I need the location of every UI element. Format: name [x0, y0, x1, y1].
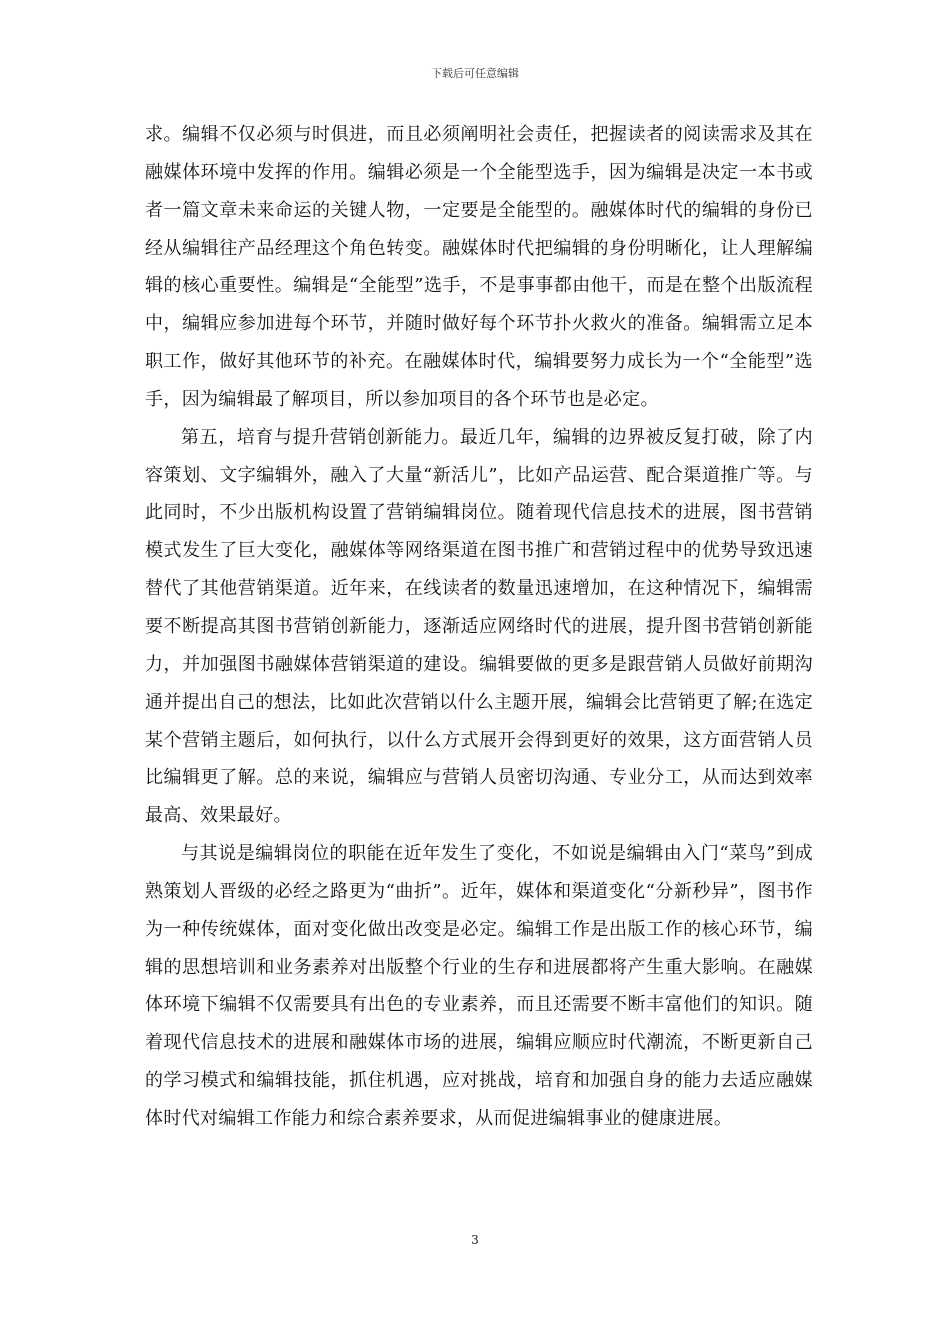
- body-text: [145, 116, 813, 1138]
- paragraph-marketing-innovation: 第五，培育与提升营销创新能力。最近几年，编辑的边界被反复打破，除了内容策划、文字编辑外，融入了大量“新活儿”，比如产品运营、配合渠道推广等。与此同时，不少出版机构设置了营销编辑岗位。随着现代信息技术的进展，图书营销模式发生了巨大变化，融媒体等网络渠道在图书推广和营销过程中的优势导致迅速替代了其他营销渠道。近年来，在线读者的数量迅速增加，在这种情况下，编辑需要不断提高其图书营销创新能力，逐渐适应网络时代的进展，提升图书营销创新能力，并加强图书融媒体营销渠道的建设。编辑要做的更多是跟营销人员做好前期沟通并提出自己的想法，比如此次营销以什么主题开展，编辑会比营销更了解;在选定某个营销主题后，如何执行，以什么方式展开会得到更好的效果，这方面营销人员比编辑更了解。总的来说，编辑应与营销人员密切沟通、专业分工，从而达到效率最高、效果最好。: [145, 426, 813, 827]
- paragraph-conclusion: 与其说是编辑岗位的职能在近年发生了变化，不如说是编辑由入门“菜鸟”到成熟策划人晋级的必经之路更为“曲折”。近年，媒体和渠道变化“分新秒异”，图书作为一种传统媒体，面对变化做出改变是必定。编辑工作是出版工作的核心环节，编辑的思想培训和业务素养对出版整个行业的生存和进展都将产生重大影响。在融媒体环境下编辑不仅需要具有出色的专业素养，而且还需要不断丰富他们的知识。随着现代信息技术的进展和融媒体市场的进展，编辑应顺应时代潮流，不断更新自己的学习模式和编辑技能，抓住机遇，应对挑战，培育和加强自身的能力去适应融媒体时代对编辑工作能力和综合素养要求，从而促进编辑事业的健康进展。: [145, 843, 813, 1129]
- paragraph-continuation: 求。编辑不仅必须与时俱进，而且必须阐明社会责任，把握读者的阅读需求及其在融媒体环境中发挥的作用。编辑必须是一个全能型选手，因为编辑是决定一本书或者一篇文章未来命运的关键人物，一定要是全能型的。融媒体时代的编辑的身份已经从编辑往产品经理这个角色转变。融媒体时代把编辑的身份明晰化，让人理解编辑的核心重要性。编辑是“全能型”选手，不是事事都由他干，而是在整个出版流程中，编辑应参加进每个环节，并随时做好每个环节扑火救火的准备。编辑需立足本职工作，做好其他环节的补充。在融媒体时代，编辑要努力成长为一个“全能型”选手，因为编辑最了解项目，所以参加项目的各个环节也是必定。: [145, 124, 813, 410]
- page-header: 下载后可任意编辑: [431, 67, 519, 80]
- page-number: 3: [471, 1233, 479, 1247]
